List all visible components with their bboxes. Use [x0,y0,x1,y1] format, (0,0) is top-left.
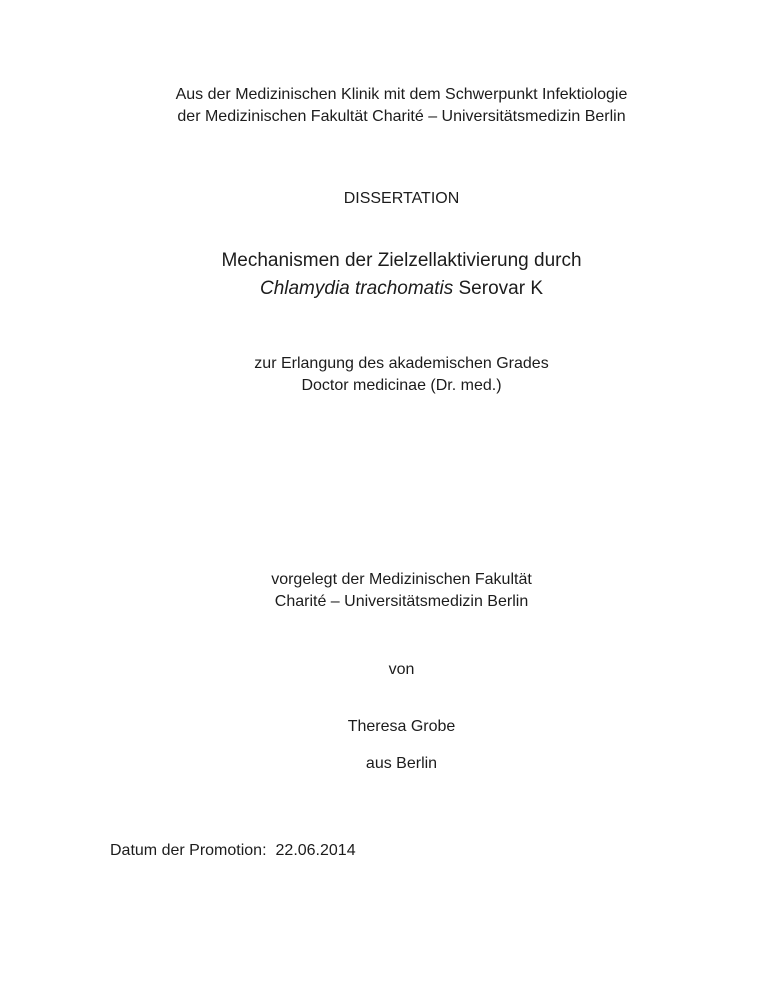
degree-line-1: zur Erlangung des akademischen Grades [254,355,549,372]
submission-block [110,569,693,613]
promotion-date-label: Datum der Promotion: [110,842,267,859]
affiliation-block [110,84,693,128]
submission-line-1: vorgelegt der Medizinischen Fakultät [271,571,532,588]
affiliation-line-1: Aus der Medizinischen Klinik mit dem Schwerpunkt Infektiologie [175,86,628,103]
affiliation-line-2: der Medizinischen Fakultät Charité – Universitätsmedizin Berlin [177,108,626,125]
degree-line-2: Doctor medicinae (Dr. med.) [301,377,502,394]
thesis-title-serovar: Serovar K [453,278,543,299]
thesis-title-line-1: Mechanismen der Zielzellaktivierung durch [221,250,582,271]
by-label: von [388,661,415,678]
dissertation-heading: DISSERTATION [343,190,460,207]
degree-block [110,353,693,397]
author-name: Theresa Grobe [347,718,456,735]
thesis-title-line-2 [110,275,693,303]
submission-line-2: Charité – Universitätsmedizin Berlin [274,593,529,610]
author-origin: aus Berlin [365,755,438,772]
promotion-date-line [110,840,728,862]
promotion-date-value: 22.06.2014 [275,842,356,859]
thesis-title-species-italic: Chlamydia trachomatis [259,278,454,299]
thesis-title [110,247,693,303]
